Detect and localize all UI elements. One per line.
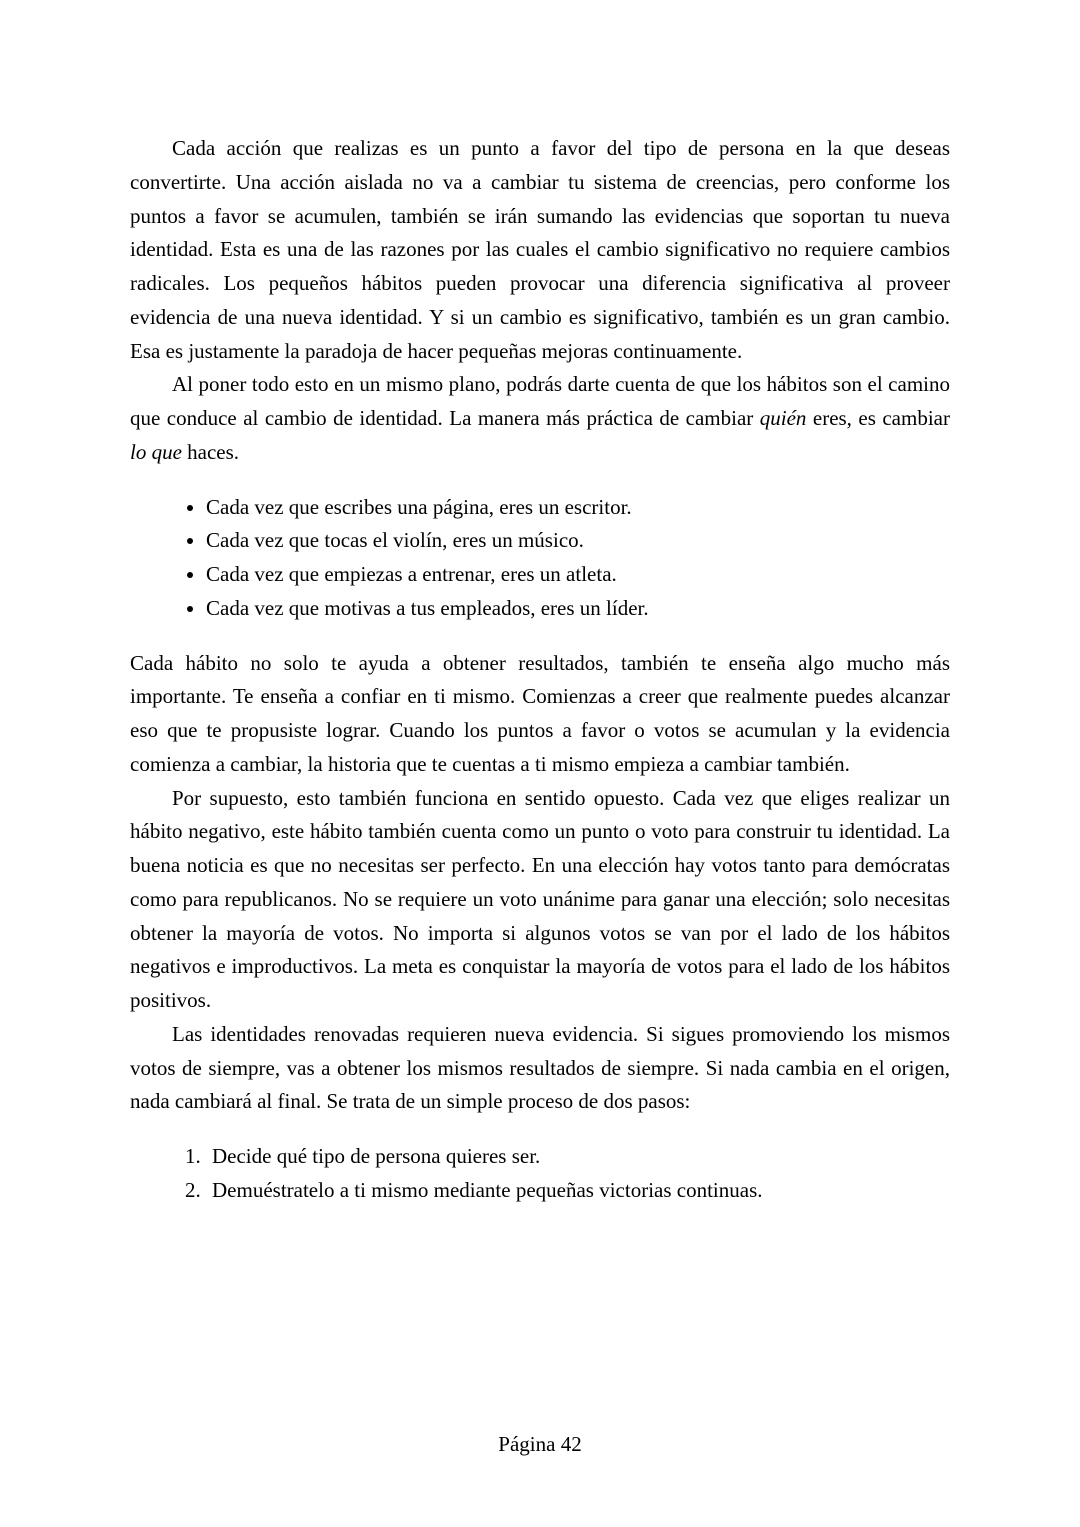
bullet-item-writer: • Cada vez que escribes una página, eres un escritor. — [206, 491, 950, 525]
page-number: Página 42 — [498, 1432, 582, 1456]
step-item-decide: 1. Decide qué tipo de persona quieres ser. — [206, 1140, 950, 1174]
paragraph-habit-teaches: Cada hábito no solo te ayuda a obtener resultados, también te enseña algo mucho más importante. Te enseña a confiar en ti mismo. Comienzas a creer que realmente puedes alcanzar eso que te propusiste lograr. Cuando los puntos a favor o votos se acumulan y la evidencia comienza a cambiar, la historia que te cuentas a ti mismo empieza a cambiar también. — [130, 650, 950, 776]
bullet-list — [130, 491, 950, 626]
step-item-prove: 2. Demuéstratelo a ti mismo mediante pequeñas victorias continuas. — [206, 1174, 950, 1208]
paragraph-identity-change-seg1: Al poner todo esto en un mismo plano, podrás darte cuenta de que los hábitos son el camino que conduce al cambio de identidad. La manera más práctica de cambiar — [130, 372, 950, 430]
paragraph-identity-change-seg5: haces. — [181, 439, 240, 464]
paragraph-negative-habits: Por supuesto, esto también funciona en sentido opuesto. Cada vez que eliges realizar un hábito negativo, este hábito también cuenta como un punto o voto para construir tu identidad. La buena noticia es que no necesitas ser perfecto. En una elección hay votos tanto para demócratas como para republicanos. No se requiere un voto unánime para ganar una elección; solo necesitas obtener la mayoría de votos. No importa si algunos votos se van por el lado de los hábitos negativos e improductivos. La meta es conquistar la mayoría de votos para el lado de los hábitos positivos. — [130, 785, 950, 1012]
italic-quien: quién — [759, 406, 807, 430]
bullet-item-leader: • Cada vez que motivas a tus empleados, eres un líder. — [206, 592, 950, 626]
step-list — [130, 1140, 950, 1208]
bullet-item-athlete: • Cada vez que empiezas a entrenar, eres un atleta. — [206, 558, 950, 592]
paragraph-identity-change — [130, 368, 950, 469]
paragraph-identity-change-seg3: eres, es cambiar — [806, 406, 950, 430]
paragraph-identity-votes: Cada acción que realizas es un punto a favor del tipo de persona en la que deseas convertirte. Una acción aislada no va a cambiar tu sistema de creencias, pero conforme los puntos a favor se acumulen, también se irán sumando las evidencias que soportan tu nueva identidad. Esta es una de las razones por las cuales el cambio significativo no requiere cambios radicales. Los pequeños hábitos pueden provocar una diferencia significativa al proveer evidencia de una nueva identidad. Y si un cambio es significativo, también es un gran cambio. Esa es justamente la paradoja de hacer pequeñas mejoras continuamente. — [130, 136, 950, 363]
page-text-block — [130, 132, 950, 1208]
italic-lo-que: lo que — [130, 439, 182, 464]
paragraph-new-evidence: Las identidades renovadas requieren nueva evidencia. Si sigues promoviendo los mismos votos de siempre, vas a obtener los mismos resultados de siempre. Si nada cambia en el origen, nada cambiará al final. Se trata de un simple proceso de dos pasos: — [130, 1021, 950, 1114]
bullet-item-musician: • Cada vez que tocas el violín, eres un músico. — [206, 524, 950, 558]
